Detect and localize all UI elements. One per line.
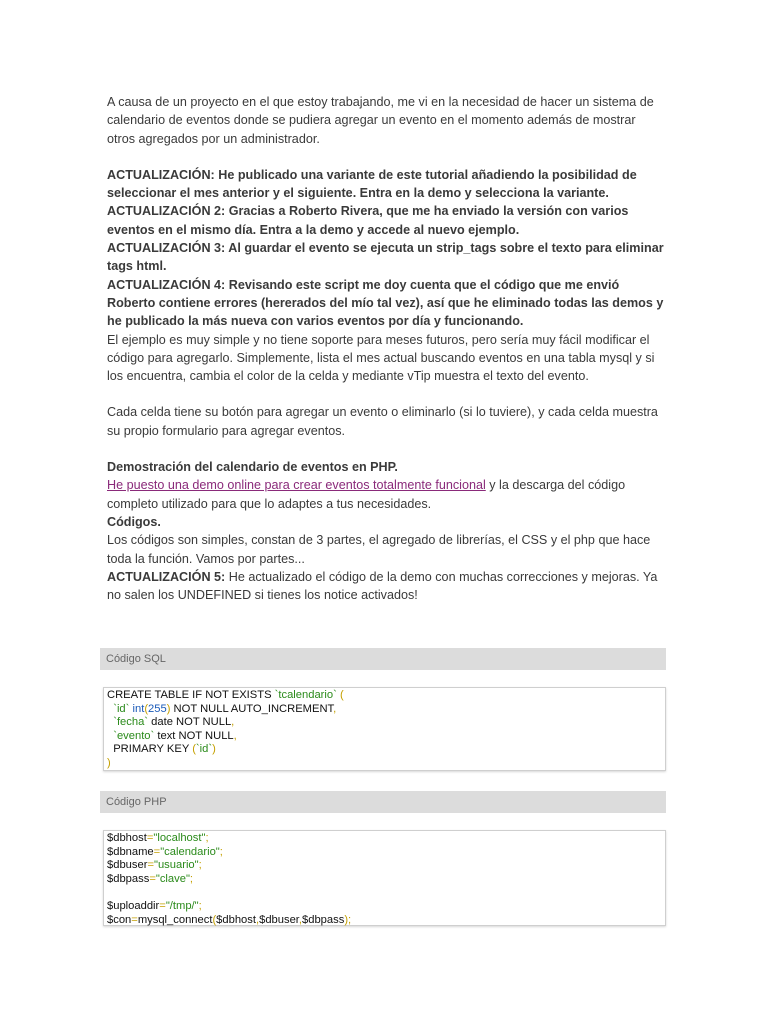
code-token: $dbhost	[216, 913, 256, 926]
code-blank-line	[107, 886, 662, 900]
update-5	[107, 568, 667, 605]
code-token: "usuario"	[153, 859, 199, 872]
code-token: "clave"	[155, 872, 190, 885]
code-line	[107, 716, 662, 730]
code-token: )	[107, 756, 111, 769]
code-token: NOT NULL AUTO_INCREMENT	[170, 702, 334, 715]
code-token: `id`	[195, 743, 213, 756]
code-line	[107, 900, 662, 914]
code-token: $dbpass	[107, 872, 150, 885]
code-token: `tcalendario`	[274, 689, 337, 701]
code-token: ;	[219, 845, 223, 858]
code-token: =	[149, 872, 156, 885]
code-token: $con	[107, 913, 132, 926]
code-token: 255	[148, 702, 167, 715]
code-token: )	[166, 702, 171, 715]
code-token: ;	[205, 832, 209, 844]
code-token: ,	[231, 716, 235, 729]
code-line	[107, 873, 662, 887]
update-2-text: ACTUALIZACIÓN 2: Gracias a Roberto Rivera, que me ha enviado la versión con varios eventos en el mismo día. Entra a la demo y accede al nuevo ejemplo.	[107, 204, 629, 237]
article-body	[107, 93, 667, 604]
demo-heading-text: Demostración del calendario de eventos en PHP.	[107, 460, 398, 475]
php-code-block[interactable]	[103, 830, 666, 926]
code-token: ,	[333, 702, 337, 715]
demo-rest-text: y la descarga del código completo utilizado para que lo adaptes a tus necesidades.	[107, 478, 626, 511]
code-token: ,	[298, 913, 303, 926]
code-token: ;	[198, 899, 202, 912]
code-token: $dbuser	[259, 913, 299, 926]
update-3	[107, 239, 667, 276]
code-token: date NOT NULL	[148, 716, 232, 729]
code-token: (	[336, 689, 344, 701]
code-token: int	[129, 702, 145, 715]
update-2	[107, 202, 667, 239]
code-token: `evento`	[107, 729, 155, 742]
update-1	[107, 166, 667, 203]
code-token: =	[153, 845, 161, 858]
code-token: ;	[198, 859, 202, 872]
code-token: (	[144, 702, 149, 715]
intro-paragraph: A causa de un proyecto en el que estoy trabajando, me vi en la necesidad de hacer un sistema de calendario de eventos donde se pudiera agregar un evento en el momento además de mostrar otros agregados por un administrador.	[107, 95, 654, 146]
code-token: );	[344, 913, 352, 926]
code-token: $dbpass	[302, 913, 345, 926]
update-5-text: He actualizado el código de la demo con muchas correcciones y mejoras. Ya no salen los UNDEFINED si tienes los notice activados!	[107, 569, 658, 603]
code-token: =	[147, 859, 154, 872]
update-5-label: ACTUALIZACIÓN 5:	[107, 569, 226, 584]
demo-heading	[107, 458, 667, 476]
codes-heading	[107, 513, 667, 531]
php-code-title: Código PHP	[100, 791, 666, 813]
code-line	[107, 730, 662, 744]
sql-code-title: Código SQL	[100, 648, 666, 670]
demo-link[interactable]: He puesto una demo online para crear eventos totalmente funcional	[107, 478, 486, 493]
demo-paragraph	[107, 476, 667, 513]
code-line	[107, 689, 662, 703]
code-line	[107, 914, 662, 928]
code-token: "calendario"	[160, 845, 220, 858]
code-token: `fecha`	[107, 716, 149, 729]
code-token: mysql_connect	[137, 913, 213, 926]
codes-heading-text: Códigos.	[107, 514, 161, 529]
code-token: $dbhost	[107, 832, 147, 844]
code-token: =	[146, 832, 154, 844]
update-4	[107, 276, 667, 331]
code-token: `id`	[107, 702, 130, 715]
code-token: ,	[233, 729, 237, 742]
code-token: $dbname	[107, 845, 154, 858]
code-line	[107, 743, 662, 757]
code-line	[107, 859, 662, 873]
code-token: ;	[189, 872, 194, 885]
sql-code-block[interactable]	[103, 687, 666, 771]
code-token: $uploaddir	[107, 899, 160, 912]
update-4-text: ACTUALIZACIÓN 4: Revisando este script me doy cuenta que el código que me envió Roberto contiene errores (hererados del mío tal vez), así que he eliminado todas las demos y he publicado la más nueva con varios eventos por día y funcionando.	[107, 277, 664, 329]
cells-paragraph: Cada celda tiene su botón para agregar un evento o eliminarlo (si lo tuviere), y cada celda muestra su propio formulario para agregar eventos.	[107, 405, 658, 438]
code-token: ,	[255, 913, 260, 926]
update-1-text: ACTUALIZACIÓN: He publicado una variante de este tutorial añadiendo la posibilidad de seleccionar el mes anterior y el siguiente. Entra en la demo y selecciona la variante.	[107, 167, 637, 201]
code-line	[107, 846, 662, 860]
code-line	[107, 757, 662, 771]
code-token: "/tmp/"	[165, 899, 199, 912]
code-token: CREATE TABLE IF NOT EXISTS	[107, 689, 275, 701]
code-line	[107, 832, 662, 846]
code-token: )	[212, 743, 216, 756]
update-3-text: ACTUALIZACIÓN 3: Al guardar el evento se ejecuta un strip_tags sobre el texto para eliminar tags html.	[107, 241, 664, 274]
code-token: =	[159, 899, 166, 912]
code-token: PRIMARY KEY	[107, 743, 193, 756]
code-token: $dbuser	[107, 859, 148, 872]
code-token: text NOT NULL	[154, 729, 234, 742]
code-token: (	[192, 743, 196, 756]
description-paragraph: El ejemplo es muy simple y no tiene soporte para meses futuros, pero sería muy fácil modificar el código para agregarlo. Simplemente, lista el mes actual buscando eventos en una tabla mysql y si los encuentra, cambia el color de la celda y mediante vTip muestra el texto del evento.	[107, 332, 655, 384]
code-token: "localhost"	[153, 832, 206, 844]
code-line	[107, 703, 662, 717]
code-token: (	[212, 913, 217, 926]
code-token: =	[131, 913, 138, 926]
codes-paragraph: Los códigos son simples, constan de 3 partes, el agregado de librerías, el CSS y el php que hace toda la función. Vamos por partes...	[107, 533, 651, 566]
